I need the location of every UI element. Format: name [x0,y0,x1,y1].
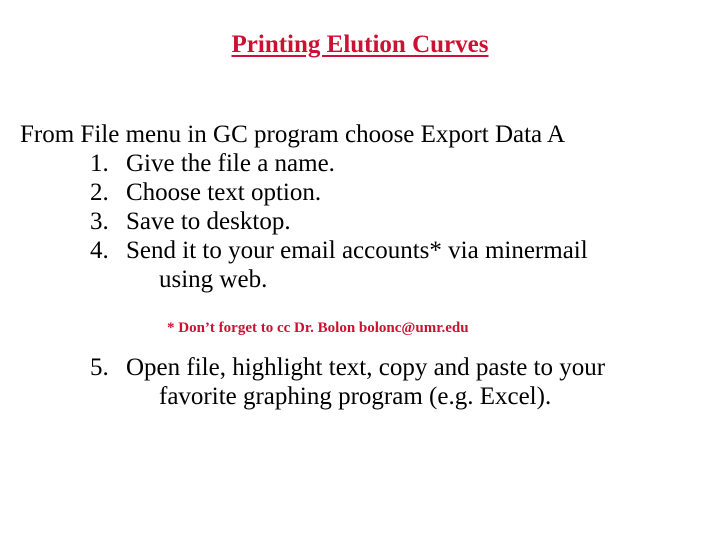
slide-title: Printing Elution Curves [231,31,489,58]
footnote: * Don’t forget to cc Dr. Bolon bolonc@umr.edu [167,320,469,336]
list-item [90,236,588,294]
step-number: 3. [90,208,109,235]
step-number: 2. [90,179,109,206]
list-item [90,149,588,178]
list-item [90,178,588,207]
list-item [90,207,588,236]
step-text: Send it to your email accounts* via minermail [126,237,588,264]
step-number: 4. [90,237,109,264]
step-text: Give the file a name. [126,150,335,177]
step-continuation: favorite graphing program (e.g. Excel). [159,383,552,410]
step-number: 5. [90,354,109,381]
step-text: Open file, highlight text, copy and paste to your [126,354,606,381]
step-continuation: using web. [159,266,268,293]
intro-text: From File menu in GC program choose Export Data A [20,121,566,148]
step-text: Choose text option. [126,179,322,206]
step-number: 1. [90,150,109,177]
step-text: Save to desktop. [126,208,291,235]
steps-list [90,149,588,294]
list-item-step-5 [90,353,605,411]
